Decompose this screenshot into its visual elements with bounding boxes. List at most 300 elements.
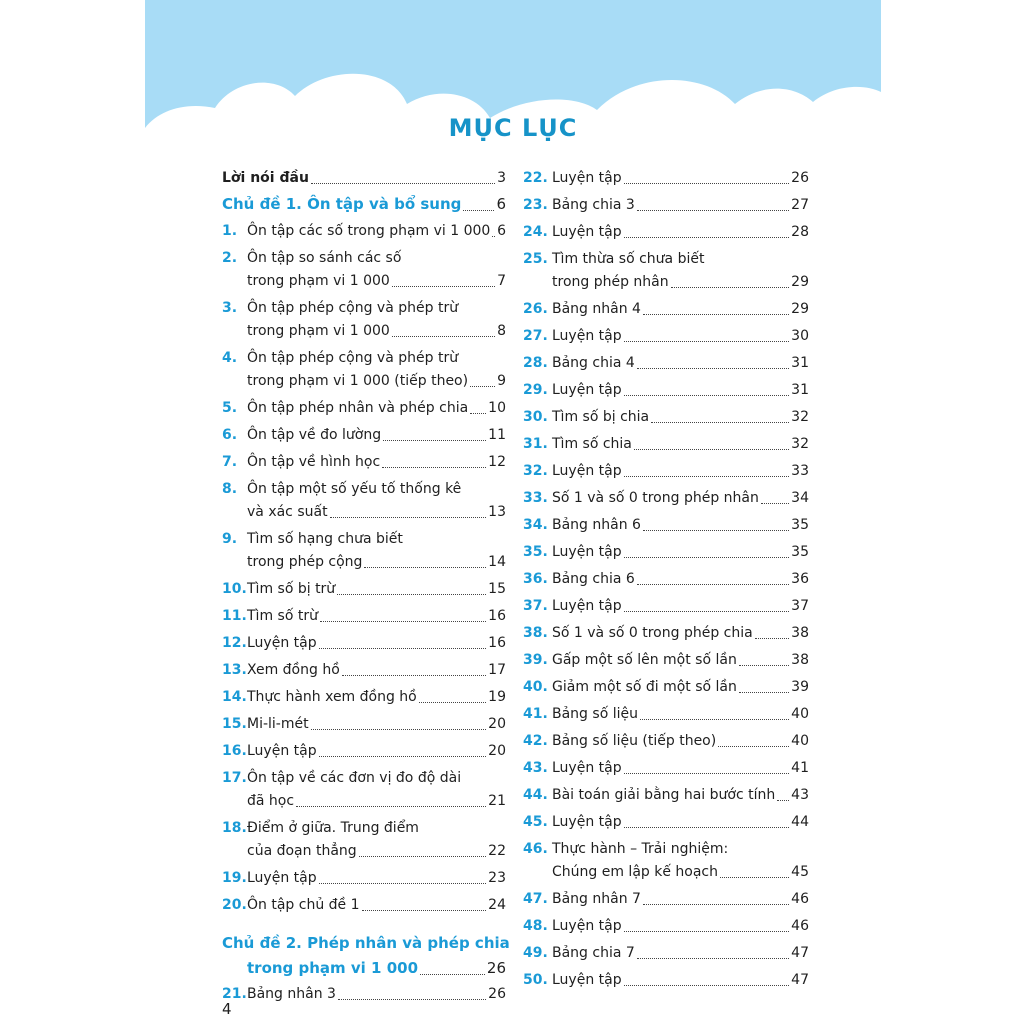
- entry-number: 13.: [222, 662, 247, 678]
- leader-dots: [671, 287, 790, 288]
- entry-title: Luyện tập: [552, 760, 622, 776]
- toc-chapter-1[interactable]: [222, 192, 506, 217]
- toc-entry[interactable]: [523, 406, 809, 429]
- toc-entry[interactable]: [222, 424, 506, 447]
- chapter-title: Chủ đề 1. Ôn tập và bổ sung: [222, 195, 462, 213]
- entry-page: 22: [488, 843, 506, 859]
- toc-entry[interactable]: [523, 514, 809, 537]
- leader-dots: [470, 413, 486, 414]
- toc-items-group-a: [222, 220, 506, 917]
- leader-dots: [338, 999, 486, 1000]
- entry-page: 16: [488, 608, 506, 624]
- leader-dots: [624, 827, 790, 828]
- toc-entry[interactable]: [222, 817, 506, 863]
- toc-entry[interactable]: [523, 487, 809, 510]
- entry-page: 37: [791, 598, 809, 614]
- leader-dots: [718, 746, 789, 747]
- entry-title-line: Ôn tập về các đơn vị đo độ dài: [247, 770, 462, 786]
- entry-page: 19: [488, 689, 506, 705]
- toc-entry[interactable]: [523, 194, 809, 217]
- entry-page: 6: [496, 195, 506, 213]
- toc-entry[interactable]: [222, 605, 506, 628]
- toc-entry-intro[interactable]: [222, 167, 506, 190]
- entry-line: [552, 861, 809, 884]
- entry-title-line: Tìm số hạng chưa biết: [247, 531, 403, 547]
- toc-entry[interactable]: [222, 347, 506, 393]
- entry-line: [552, 379, 809, 402]
- toc-entry[interactable]: [222, 247, 506, 293]
- entry-page: 47: [791, 945, 809, 961]
- chapter-title-line2: trong phạm vi 1 000: [247, 959, 419, 977]
- toc-entry[interactable]: [523, 703, 809, 726]
- entry-title: Giảm một số đi một số lần: [552, 679, 737, 695]
- entry-page: 21: [488, 793, 506, 809]
- entry-body: [247, 478, 506, 524]
- leader-dots: [651, 422, 789, 423]
- entry-page: 8: [497, 323, 506, 339]
- entry-title: đã học: [247, 793, 295, 809]
- entry-line: [552, 167, 809, 190]
- toc-entry[interactable]: [523, 460, 809, 483]
- toc-entry[interactable]: [523, 811, 809, 834]
- entry-line: [247, 713, 506, 736]
- entry-body: [247, 220, 506, 243]
- entry-line: [552, 942, 809, 965]
- entry-title: Số 1 và số 0 trong phép nhân: [552, 490, 759, 506]
- toc-entry[interactable]: [222, 478, 506, 524]
- toc-entry[interactable]: [222, 767, 506, 813]
- entry-page: 16: [488, 635, 506, 651]
- leader-dots: [419, 702, 486, 703]
- entry-title-line: Ôn tập phép cộng và phép trừ: [247, 350, 459, 366]
- entry-line: [247, 451, 506, 474]
- leader-dots: [643, 904, 789, 905]
- entry-body: [552, 757, 809, 780]
- entry-page: 47: [791, 972, 809, 988]
- entry-line: [552, 271, 809, 294]
- entry-number: 34.: [523, 517, 548, 533]
- toc-entry[interactable]: [523, 379, 809, 402]
- entry-body: [552, 703, 809, 726]
- entry-number: 46.: [523, 841, 548, 857]
- entry-body: [552, 676, 809, 699]
- entry-body: [552, 487, 809, 510]
- toc-entry[interactable]: [523, 595, 809, 618]
- leader-dots: [319, 883, 487, 884]
- entry-number: 30.: [523, 409, 548, 425]
- entry-title: Tìm số bị chia: [552, 409, 650, 425]
- entry-line: [552, 757, 809, 780]
- leader-dots: [311, 183, 495, 184]
- leader-dots: [739, 665, 789, 666]
- toc-entry[interactable]: [523, 676, 809, 699]
- leader-dots: [640, 719, 789, 720]
- entry-title: Luyện tập: [552, 598, 622, 614]
- toc-entry[interactable]: [222, 451, 506, 474]
- entry-number: 7.: [222, 454, 238, 470]
- entry-line: [552, 622, 809, 645]
- entry-body: [552, 969, 809, 992]
- entry-page: 10: [488, 400, 506, 416]
- entry-page: 30: [791, 328, 809, 344]
- entry-body: [552, 622, 809, 645]
- entry-body: [552, 248, 809, 294]
- toc-entry[interactable]: [222, 220, 506, 243]
- entry-body: [247, 983, 506, 1006]
- toc-entry[interactable]: [222, 297, 506, 343]
- entry-page: 7: [497, 273, 506, 289]
- entry-number: 20.: [222, 897, 247, 913]
- entry-title: trong phạm vi 1 000 (tiếp theo): [247, 373, 469, 389]
- entry-page: 33: [791, 463, 809, 479]
- entry-line: [552, 568, 809, 591]
- entry-page: 26: [486, 959, 506, 977]
- entry-line: [552, 487, 809, 510]
- entry-line: [552, 460, 809, 483]
- toc-entry[interactable]: [523, 622, 809, 645]
- leader-dots: [643, 314, 789, 315]
- leader-dots: [624, 237, 790, 238]
- toc-entry[interactable]: [523, 352, 809, 375]
- entry-line: [247, 686, 506, 709]
- entry-number: 35.: [523, 544, 548, 560]
- entry-number: 15.: [222, 716, 247, 732]
- entry-title: Ôn tập về hình học: [247, 454, 381, 470]
- entry-line: [552, 352, 809, 375]
- entry-body: [552, 568, 809, 591]
- entry-title: Ôn tập các số trong phạm vi 1 000: [247, 223, 491, 239]
- toc-items-group-right: [523, 167, 809, 992]
- entry-title: Tìm số trừ: [247, 608, 318, 624]
- toc-entry[interactable]: [523, 221, 809, 244]
- page-title: MỤC LỤC: [448, 114, 578, 142]
- entry-title-line: Tìm thừa số chưa biết: [552, 251, 705, 267]
- entry-number: 47.: [523, 891, 548, 907]
- toc-entry[interactable]: [523, 167, 809, 190]
- entry-page: 17: [488, 662, 506, 678]
- entry-line: [247, 983, 506, 1006]
- entry-line: [247, 632, 506, 655]
- entry-title: Luyện tập: [552, 328, 622, 344]
- entry-body: [247, 894, 506, 917]
- leader-dots: [624, 931, 790, 932]
- leader-dots: [624, 341, 790, 342]
- entry-page: 34: [791, 490, 809, 506]
- entry-line: [247, 320, 506, 343]
- entry-body: [247, 867, 506, 890]
- entry-number: 37.: [523, 598, 548, 614]
- leader-dots: [337, 594, 486, 595]
- entry-line: [247, 220, 506, 243]
- entry-title: Luyện tập: [552, 170, 622, 186]
- entry-page: 20: [488, 743, 506, 759]
- toc-entry[interactable]: [523, 784, 809, 807]
- leader-dots: [761, 503, 789, 504]
- toc-entry[interactable]: [222, 740, 506, 763]
- entry-line: [247, 551, 506, 574]
- entry-title: Ôn tập chủ đề 1: [247, 897, 360, 913]
- entry-page: 32: [791, 409, 809, 425]
- entry-title-line: Ôn tập phép cộng và phép trừ: [247, 300, 459, 316]
- entry-number: 18.: [222, 820, 247, 836]
- entry-number: 11.: [222, 608, 247, 624]
- entry-line: [552, 969, 809, 992]
- entry-line: [247, 740, 506, 763]
- entry-number: 19.: [222, 870, 247, 886]
- toc-entry[interactable]: [523, 838, 809, 884]
- toc-entry[interactable]: [523, 248, 809, 294]
- entry-title: và xác suất: [247, 504, 328, 520]
- leader-dots: [296, 806, 486, 807]
- entry-body: [552, 406, 809, 429]
- entry-number: 44.: [523, 787, 548, 803]
- entry-body: [552, 433, 809, 456]
- entry-body: [247, 713, 506, 736]
- toc-entry[interactable]: [523, 541, 809, 564]
- entry-title: Luyện tập: [552, 972, 622, 988]
- leader-dots: [637, 958, 789, 959]
- entry-line: [222, 167, 506, 190]
- toc-entry[interactable]: [523, 942, 809, 965]
- entry-body: [552, 595, 809, 618]
- toc-entry[interactable]: [222, 659, 506, 682]
- toc-entry[interactable]: [523, 757, 809, 780]
- leader-dots: [624, 611, 790, 612]
- entry-title: Bảng chia 4: [552, 355, 635, 371]
- entry-line: [247, 894, 506, 917]
- leader-dots: [392, 336, 495, 337]
- entry-line: [552, 784, 809, 807]
- entry-page: 40: [791, 733, 809, 749]
- entry-line: [247, 270, 506, 293]
- entry-title: Xem đồng hồ: [247, 662, 340, 678]
- entry-body: [247, 817, 506, 863]
- toc-entry[interactable]: [523, 730, 809, 753]
- entry-body: [247, 767, 506, 813]
- leader-dots: [364, 567, 486, 568]
- toc-entry[interactable]: [523, 969, 809, 992]
- toc-items-group-b: [222, 983, 506, 1006]
- entry-line: [552, 888, 809, 911]
- entry-title: trong phạm vi 1 000: [247, 323, 390, 339]
- entry-title: trong phép nhân: [552, 274, 669, 290]
- entry-line: [552, 194, 809, 217]
- entry-page: 11: [488, 427, 506, 443]
- entry-number: 26.: [523, 301, 548, 317]
- toc-entry[interactable]: [222, 686, 506, 709]
- entry-body: [247, 528, 506, 574]
- entry-page: 29: [791, 274, 809, 290]
- toc-chapter-2[interactable]: [222, 931, 510, 981]
- entry-title: Tìm số chia: [552, 436, 632, 452]
- entry-line: [552, 676, 809, 699]
- leader-dots: [420, 974, 485, 975]
- entry-page: 36: [791, 571, 809, 587]
- entry-number: 17.: [222, 770, 247, 786]
- leader-dots: [383, 440, 486, 441]
- entry-number: 25.: [523, 251, 548, 267]
- entry-body: [552, 194, 809, 217]
- entry-number: 36.: [523, 571, 548, 587]
- entry-page: 13: [488, 504, 506, 520]
- toc-entry[interactable]: [222, 713, 506, 736]
- entry-title: Bảng số liệu: [552, 706, 638, 722]
- entry-page: 44: [791, 814, 809, 830]
- entry-line: [247, 501, 506, 524]
- entry-line: [222, 956, 506, 981]
- leader-dots: [637, 368, 789, 369]
- entry-body: [552, 784, 809, 807]
- entry-title: Luyện tập: [247, 870, 317, 886]
- entry-title: Mi-li-mét: [247, 716, 309, 732]
- leader-dots: [634, 449, 789, 450]
- entry-page: 38: [791, 652, 809, 668]
- entry-body: [222, 931, 510, 981]
- toc-entry[interactable]: [523, 298, 809, 321]
- entry-title: Luyện tập: [552, 918, 622, 934]
- toc-entry[interactable]: [222, 397, 506, 420]
- leader-dots: [311, 729, 487, 730]
- entry-title: Bảng chia 7: [552, 945, 635, 961]
- toc-entry[interactable]: [222, 632, 506, 655]
- entry-page: 26: [791, 170, 809, 186]
- leader-dots: [624, 476, 790, 477]
- entry-body: [247, 605, 506, 628]
- entry-number: 38.: [523, 625, 548, 641]
- entry-line: [247, 867, 506, 890]
- entry-number: 22.: [523, 170, 548, 186]
- entry-title: Bảng nhân 3: [247, 986, 336, 1002]
- leader-dots: [362, 910, 487, 911]
- entry-number: 50.: [523, 972, 548, 988]
- toc-entry[interactable]: [523, 649, 809, 672]
- entry-number: 40.: [523, 679, 548, 695]
- entry-title: Bảng số liệu (tiếp theo): [552, 733, 717, 749]
- leader-dots: [320, 621, 486, 622]
- entry-number: 28.: [523, 355, 548, 371]
- entry-body: [247, 740, 506, 763]
- entry-body: [552, 811, 809, 834]
- entry-number: 5.: [222, 400, 238, 416]
- toc-entry[interactable]: [523, 325, 809, 348]
- toc-entry[interactable]: [523, 888, 809, 911]
- entry-body: [222, 167, 506, 190]
- leader-dots: [319, 756, 487, 757]
- leader-dots: [637, 210, 789, 211]
- entry-line: [552, 406, 809, 429]
- entry-number: 32.: [523, 463, 548, 479]
- entry-page: 3: [497, 170, 506, 186]
- toc-left-column: [222, 167, 510, 1010]
- entry-line: [552, 433, 809, 456]
- entry-number: 14.: [222, 689, 247, 705]
- entry-body: [552, 838, 809, 884]
- entry-number: 24.: [523, 224, 548, 240]
- entry-number: 49.: [523, 945, 548, 961]
- entry-body: [552, 942, 809, 965]
- entry-body: [552, 325, 809, 348]
- entry-title: Luyện tập: [552, 224, 622, 240]
- entry-page: 20: [488, 716, 506, 732]
- leader-dots: [643, 530, 789, 531]
- toc-entry[interactable]: [523, 915, 809, 938]
- entry-title: Bảng chia 3: [552, 197, 635, 213]
- entry-body: [222, 192, 506, 217]
- entry-body: [247, 659, 506, 682]
- entry-body: [552, 514, 809, 537]
- entry-body: [552, 888, 809, 911]
- leader-dots: [739, 692, 789, 693]
- entry-title: Ôn tập phép nhân và phép chia: [247, 400, 469, 416]
- entry-body: [552, 167, 809, 190]
- leader-dots: [463, 210, 494, 211]
- entry-page: 29: [791, 301, 809, 317]
- toc-entry[interactable]: [222, 894, 506, 917]
- entry-title: Bảng chia 6: [552, 571, 635, 587]
- toc-entry[interactable]: [222, 528, 506, 574]
- entry-number: 43.: [523, 760, 548, 776]
- entry-line: [552, 298, 809, 321]
- entry-title: Luyện tập: [247, 635, 317, 651]
- book-page: [145, 0, 881, 1024]
- entry-title: Ôn tập về đo lường: [247, 427, 382, 443]
- entry-title-line: Ôn tập một số yếu tố thống kê: [247, 481, 462, 497]
- entry-line: [552, 915, 809, 938]
- entry-title: trong phạm vi 1 000: [247, 273, 390, 289]
- entry-line: [552, 730, 809, 753]
- entry-page: 31: [791, 382, 809, 398]
- entry-page: 43: [791, 787, 809, 803]
- entry-page: 12: [488, 454, 506, 470]
- entry-body: [247, 451, 506, 474]
- entry-line: [247, 370, 506, 393]
- entry-title-line: Điểm ở giữa. Trung điểm: [247, 820, 419, 836]
- entry-body: [552, 649, 809, 672]
- entry-body: [552, 541, 809, 564]
- entry-body: [552, 730, 809, 753]
- entry-title: Luyện tập: [552, 382, 622, 398]
- entry-body: [552, 352, 809, 375]
- entry-number: 45.: [523, 814, 548, 830]
- leader-dots: [624, 395, 790, 396]
- entry-title-line: Thực hành – Trải nghiệm:: [552, 841, 729, 857]
- entry-page: 15: [488, 581, 506, 597]
- entry-number: 31.: [523, 436, 548, 452]
- entry-page: 35: [791, 517, 809, 533]
- leader-dots: [637, 584, 789, 585]
- toc-entry[interactable]: [222, 867, 506, 890]
- leader-dots: [382, 467, 486, 468]
- entry-page: 9: [497, 373, 506, 389]
- entry-line: [247, 790, 506, 813]
- toc-entry[interactable]: [222, 983, 506, 1006]
- entry-number: 39.: [523, 652, 548, 668]
- leader-dots: [624, 773, 790, 774]
- entry-number: 1.: [222, 223, 238, 239]
- entry-line: [552, 325, 809, 348]
- entry-number: 21.: [222, 986, 247, 1002]
- toc-entry[interactable]: [523, 433, 809, 456]
- entry-number: 6.: [222, 427, 238, 443]
- toc-entry[interactable]: [222, 578, 506, 601]
- leader-dots: [777, 800, 789, 801]
- entry-page: 27: [791, 197, 809, 213]
- entry-number: 9.: [222, 531, 238, 547]
- toc-entry[interactable]: [523, 568, 809, 591]
- entry-page: 45: [791, 864, 809, 880]
- entry-body: [247, 578, 506, 601]
- entry-number: 29.: [523, 382, 548, 398]
